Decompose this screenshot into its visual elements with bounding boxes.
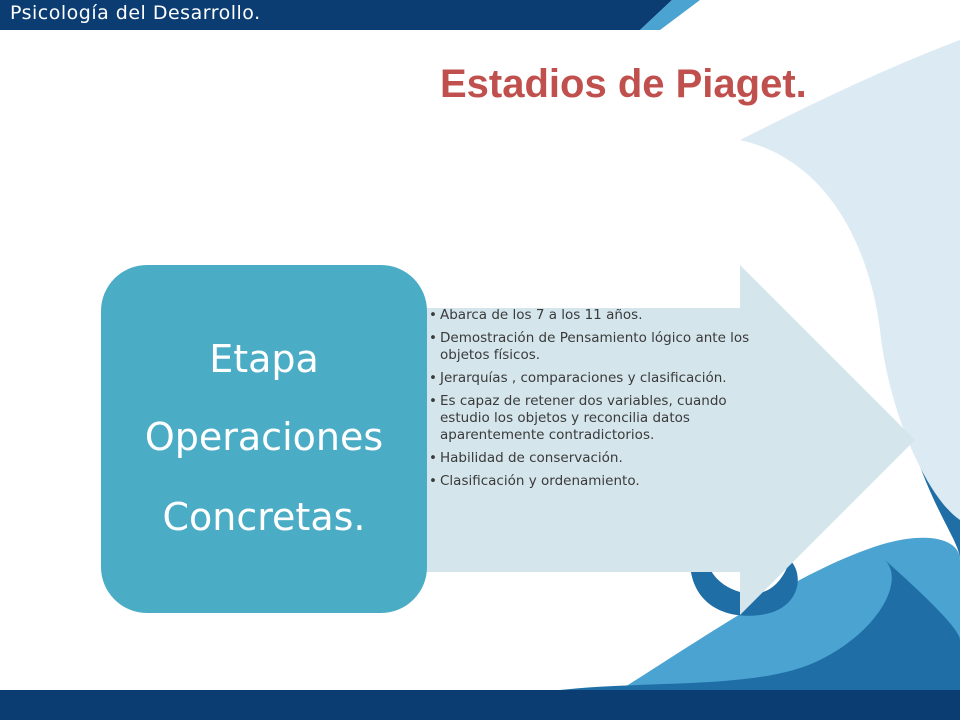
stage-label-line-3: Concretas. xyxy=(162,495,366,539)
bullet-item: • Clasificación y ordenamiento. xyxy=(429,473,761,490)
slide-title: Estadios de Piaget. xyxy=(440,62,807,106)
bullet-item: • Habilidad de conservación. xyxy=(429,450,761,467)
header-title: Psicología del Desarrollo. xyxy=(10,2,261,24)
stage-label-line-2: Operaciones xyxy=(144,415,384,459)
bullet-item: • Jerarquías , comparaciones y clasificación. xyxy=(429,370,761,387)
footer-bar xyxy=(0,690,960,720)
stage-bullet-list xyxy=(429,307,761,496)
bullet-item: • Es capaz de retener dos variables, cuando estudio los objetos y reconcilia datos aparentemente contradictorios. xyxy=(429,393,761,444)
stage-box xyxy=(101,265,427,613)
stage-label-line-1: Etapa xyxy=(209,337,319,381)
bullet-item: • Abarca de los 7 a los 11 años. xyxy=(429,307,761,324)
bullet-item: • Demostración de Pensamiento lógico ante los objetos físicos. xyxy=(429,330,761,364)
